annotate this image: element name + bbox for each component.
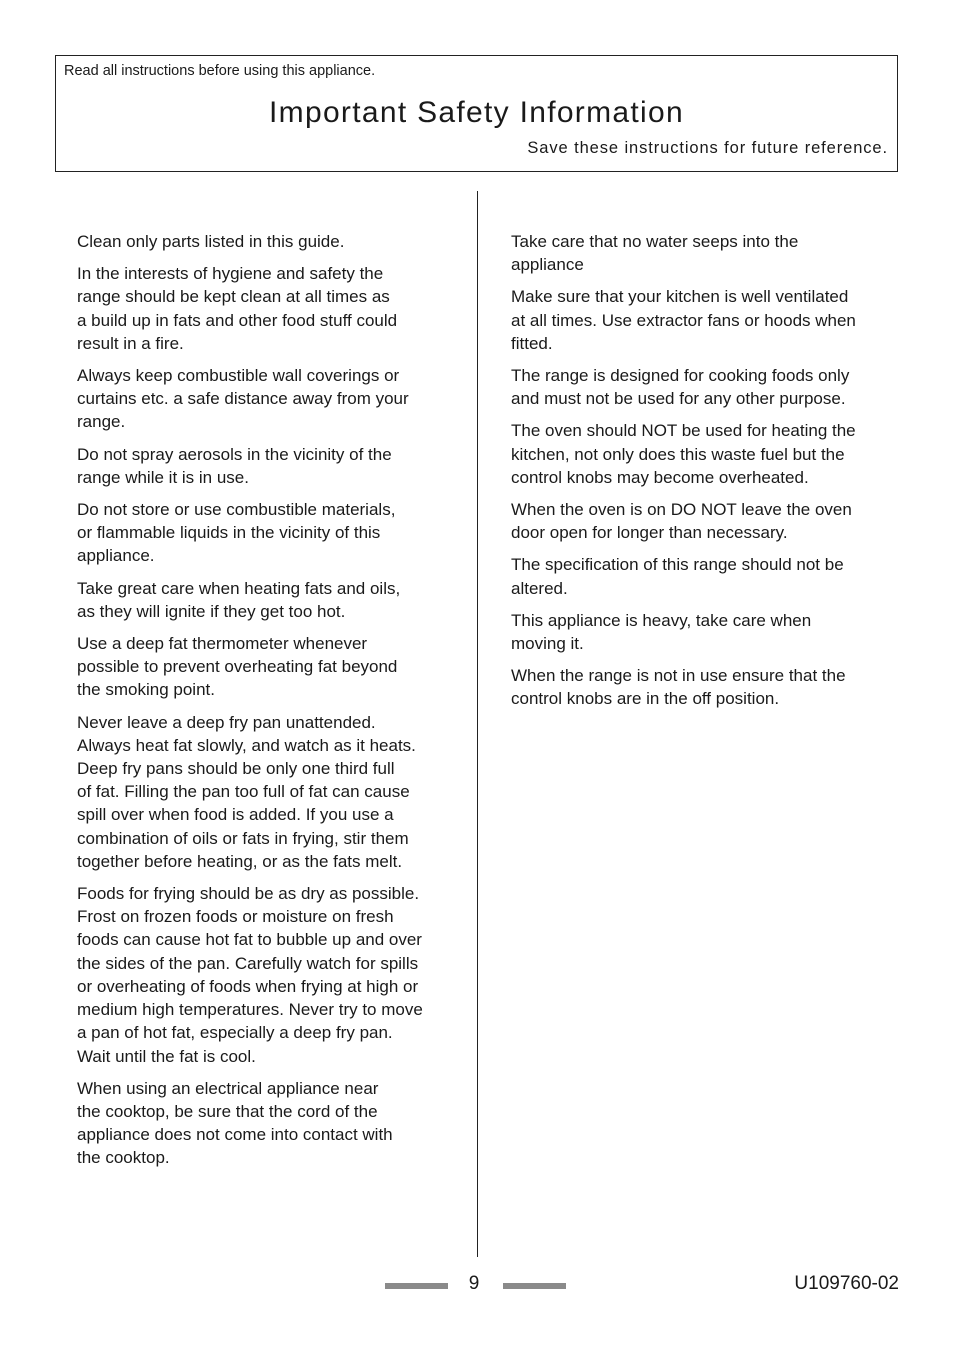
page-number: 9 (468, 1273, 480, 1294)
safety-paragraph: Use a deep fat thermometer whenever possible to prevent overheating fat beyond the smoking point. (77, 634, 398, 700)
read-instructions-notice: Read all instructions before using this appliance. (64, 63, 376, 79)
footer-bar-right (503, 1283, 566, 1289)
safety-paragraph: This appliance is heavy, take care when moving it. (511, 610, 812, 654)
page-title: Important Safety Information (269, 96, 684, 129)
left-column (77, 230, 455, 1179)
safety-paragraph: Do not store or use combustible materials, or flammable liquids in the vicinity of this appliance. (77, 500, 396, 566)
document-code: U109760-02 (794, 1273, 899, 1294)
safety-paragraph: The range is designed for cooking foods only and must not be used for any other purpose. (511, 366, 850, 409)
safety-paragraph: Foods for frying should be as dry as possible. Frost on frozen foods or moisture on fresh foods can cause hot fat to bubble up and over the sides of the pan. Carefully watch for spills or overheating of foods when frying at high or medium high temperatures. Never try to move a pan of hot fat, especially a deep fry pan. Wait until the fat is cool. (77, 884, 423, 1066)
safety-paragraph: Never leave a deep fry pan unattended. Always heat fat slowly, and watch as it heats. Deep fry pans should be only one third full of fat. Filling the pan too full of fat can cause spill over when food is added. If you use a combination of oils or fats in frying, stir them together before heating, or as the fats melt. (77, 712, 416, 871)
safety-paragraph: Make sure that your kitchen is well ventilated at all times. Use extractor fans or hoods when fitted. (511, 287, 856, 353)
header-box (55, 55, 898, 172)
safety-paragraph: Take great care when heating fats and oils, as they will ignite if they get too hot. (77, 578, 401, 621)
safety-paragraph: When the oven is on DO NOT leave the oven door open for longer than necessary. (511, 500, 852, 543)
safety-paragraph: The specification of this range should not be altered. (511, 555, 844, 598)
column-divider (477, 191, 478, 1257)
footer-bar-left (385, 1283, 448, 1289)
safety-paragraph: The oven should NOT be used for heating the kitchen, not only does this waste fuel but the control knobs may become overheated. (511, 421, 856, 487)
safety-paragraph: When the range is not in use ensure that the control knobs are in the off position. (511, 666, 846, 709)
safety-paragraph: Take care that no water seeps into the appliance (511, 232, 799, 275)
save-instructions-notice: Save these instructions for future reference. (527, 139, 888, 157)
safety-paragraph: Do not spray aerosols in the vicinity of the range while it is in use. (77, 444, 392, 487)
safety-paragraph: Always keep combustible wall coverings or curtains etc. a safe distance away from your range. (77, 366, 409, 432)
right-column (511, 230, 883, 720)
safety-paragraph: Clean only parts listed in this guide. (77, 232, 345, 251)
safety-paragraph: In the interests of hygiene and safety the range should be kept clean at all times as a build up in fats and other food stuff could result in a fire. (77, 264, 398, 353)
safety-paragraph: When using an electrical appliance near the cooktop, be sure that the cord of the appliance does not come into contact with the cooktop. (77, 1078, 393, 1168)
